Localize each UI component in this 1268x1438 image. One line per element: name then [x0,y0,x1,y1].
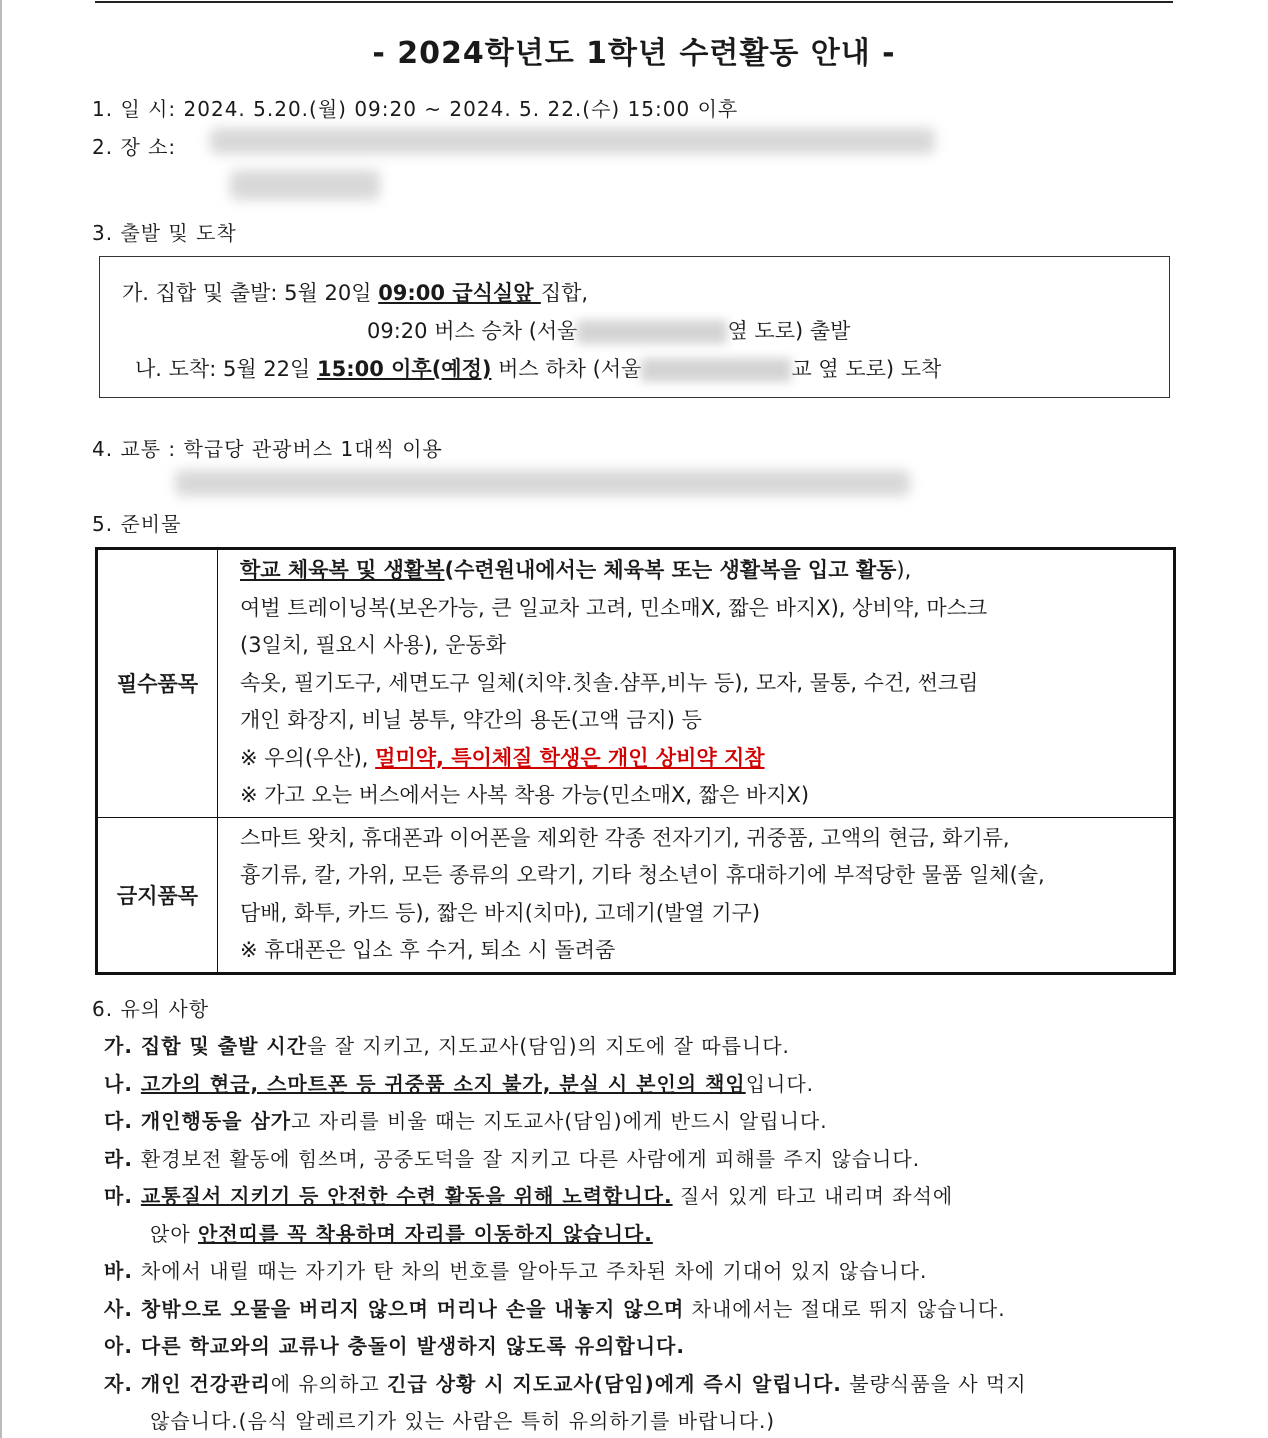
note-item [150,1405,775,1434]
text-segment: 불량식품을 사 먹지 [841,1371,1027,1396]
prep-table [95,547,1176,975]
text-segment: ※ 가고 오는 버스에서는 사복 착용 가능(민소매X, 짧은 바지X) [240,783,810,807]
text-segment: 집합 및 출발 시간 [140,1034,308,1058]
text-segment: 멀미약, 특이체질 학생은 개인 상비약 지참 [375,745,765,770]
note-item [104,1105,828,1134]
item-depart-heading: 3. 출발 및 도착 [92,221,237,245]
item-transport: 4. 교통 : 학급당 관광버스 1대씩 이용 [92,437,443,461]
top-rule [95,1,1173,3]
text-segment: 옆 도로) 출발 [727,319,851,343]
text-segment: 개인 건강관리 [140,1371,271,1396]
depart-arrival-box [99,256,1170,398]
item-notes-heading: 6. 유의 사항 [92,997,210,1021]
text-segment: 마. [104,1184,141,1208]
text-segment: 09:00 급식실앞 [378,281,541,305]
text-segment: 않습니다.(음식 알레르기가 있는 사람은 특히 유의하기를 바랍니다.) [150,1409,776,1433]
item-line [240,740,1173,778]
text-segment: ), [896,558,912,582]
item-line [240,857,1173,895]
depart-bus-line [367,315,850,345]
text-segment: 교 옆 도로) 도착 [791,357,942,381]
text-segment: 아. 다른 학교와의 교류나 충돌이 발생하지 않도록 유의합니다. [104,1334,685,1358]
note-item [104,1030,790,1059]
text-segment: 에 유의하고 [270,1371,388,1396]
text-segment: 개인행동을 삼가 [140,1109,292,1133]
text-segment: 나. [104,1071,141,1096]
item-prep-heading: 5. 준비물 [92,512,182,536]
text-segment: 나. 도착: 5월 22일 [135,357,317,381]
text-segment: 질서 있게 타고 내리며 좌석에 [672,1184,954,1208]
text-segment: 09:20 버스 승차 (서울 [367,319,578,343]
prohibited-items [218,817,1175,973]
depart-line [122,277,588,307]
item-place: 2. 장 소: [92,135,177,159]
text-segment: 차에서 내릴 때는 자기가 탄 차의 번호를 알아두고 주차된 차에 기대어 있지 않습니다. [140,1259,928,1283]
note-item [104,1068,814,1097]
text-segment: 환경보전 활동에 힘쓰며, 공중도덕을 잘 지키고 다른 사람에게 피해를 주지 않습니다. [140,1146,921,1171]
text-segment: 개인 화장지, 비닐 봉투, 약간의 용돈(고액 금지) 등 [240,708,702,732]
text-segment: 사. 창밖으로 오물을 버리지 않으며 머리나 손을 내놓지 않으며 [104,1296,685,1321]
required-items [218,549,1175,818]
text-segment: 스마트 왓치, 휴대폰과 이어폰을 제외한 각종 전자기기, 귀중품, 고액의 현금, 화기류, [240,825,1010,850]
redacted-text [641,358,791,382]
note-item [150,1218,653,1247]
redacted-text [577,320,727,344]
text-segment: 가. 집합 및 출발: 5월 20일 [122,281,379,305]
text-segment: 버스 하차 (서울 [491,357,642,381]
text-segment: 안전띠를 꼭 착용하며 자리를 이동하지 않습니다. [198,1221,653,1246]
text-segment: 자. [104,1371,141,1396]
text-segment: 바. [104,1259,141,1283]
page-title: - 2024학년도 1학년 수련활동 안내 - [372,36,896,71]
text-segment: 교통질서 지키기 등 안전한 수련 활동을 위해 노력합니다. [140,1184,673,1208]
text-segment: 앉아 [150,1221,198,1246]
prohibited-header: 금지품목 [97,817,218,973]
item-line [240,702,1173,740]
note-item [104,1368,1027,1397]
note-item [104,1330,685,1359]
text-segment: ※ 휴대폰은 입소 후 수거, 퇴소 시 돌려줌 [240,938,616,962]
page-edge [0,0,2,1438]
text-segment: 라. [104,1146,141,1171]
text-segment: 학교 체육복 및 생활복 [240,558,445,582]
text-segment: 고 자리를 비울 때는 지도교사(담임)에게 반드시 알립니다. [291,1109,828,1133]
text-segment: 담배, 화투, 카드 등), 짧은 바지(치마), 고데기(발열 기구) [240,900,761,925]
text-segment: 여벌 트레이닝복(보온가능, 큰 일교차 고려, 민소매X, 짧은 바지X), 상비약, 마스크 [240,595,988,620]
item-line [240,820,1173,858]
text-segment: 을 잘 지키고, 지도교사(담임)의 지도에 잘 따릅니다. [307,1034,790,1058]
text-segment: (수련원내에서는 체육복 또는 생활복을 입고 활동 [444,558,897,582]
required-header: 필수품목 [97,549,218,818]
text-segment: 다. [104,1109,141,1133]
text-segment: 집합, [540,281,589,305]
text-segment: 고가의 현금, 스마트폰 등 귀중품 소지 불가, 분실 시 본인의 책임 [140,1071,746,1096]
arrival-line [135,353,941,383]
note-item [104,1180,953,1209]
redacted-place [210,128,935,154]
text-segment: (3일치, 필요시 사용), 운동화 [240,633,506,657]
redacted-transport [175,470,910,496]
item-line [240,932,1173,970]
text-segment: 긴급 상황 시 지도교사(담임)에게 즉시 알립니다. [387,1371,842,1396]
text-segment: 15:00 이후(예정) [316,357,492,381]
text-segment: 차내에서는 절대로 뛰지 않습니다. [684,1296,1006,1321]
item-line [240,552,1173,590]
text-segment: ※ 우의(우산), [240,745,376,770]
item-date: 1. 일 시: 2024. 5.20.(월) 09:20 ~ 2024. 5. 22.(수) 15:00 이후 [92,97,739,121]
item-line [240,627,1173,665]
text-segment: 가. [104,1034,141,1058]
note-item [104,1293,1006,1322]
redacted-place-2 [230,170,380,200]
item-line [240,895,1173,933]
item-line [240,665,1173,703]
note-item [104,1143,920,1172]
table-row-prohibited [97,817,1175,973]
text-segment: 흉기류, 칼, 가위, 모든 종류의 오락기, 기타 청소년이 휴대하기에 부적당한 물품 일체(술, [240,863,1045,887]
table-row-required [97,549,1175,818]
text-segment: 속옷, 필기도구, 세면도구 일체(치약.칫솔.샴푸,비누 등), 모자, 물통, 수건, 썬크림 [240,670,979,695]
item-line [240,777,1173,815]
note-item [104,1255,927,1284]
text-segment: 입니다. [745,1071,815,1096]
item-line [240,590,1173,628]
